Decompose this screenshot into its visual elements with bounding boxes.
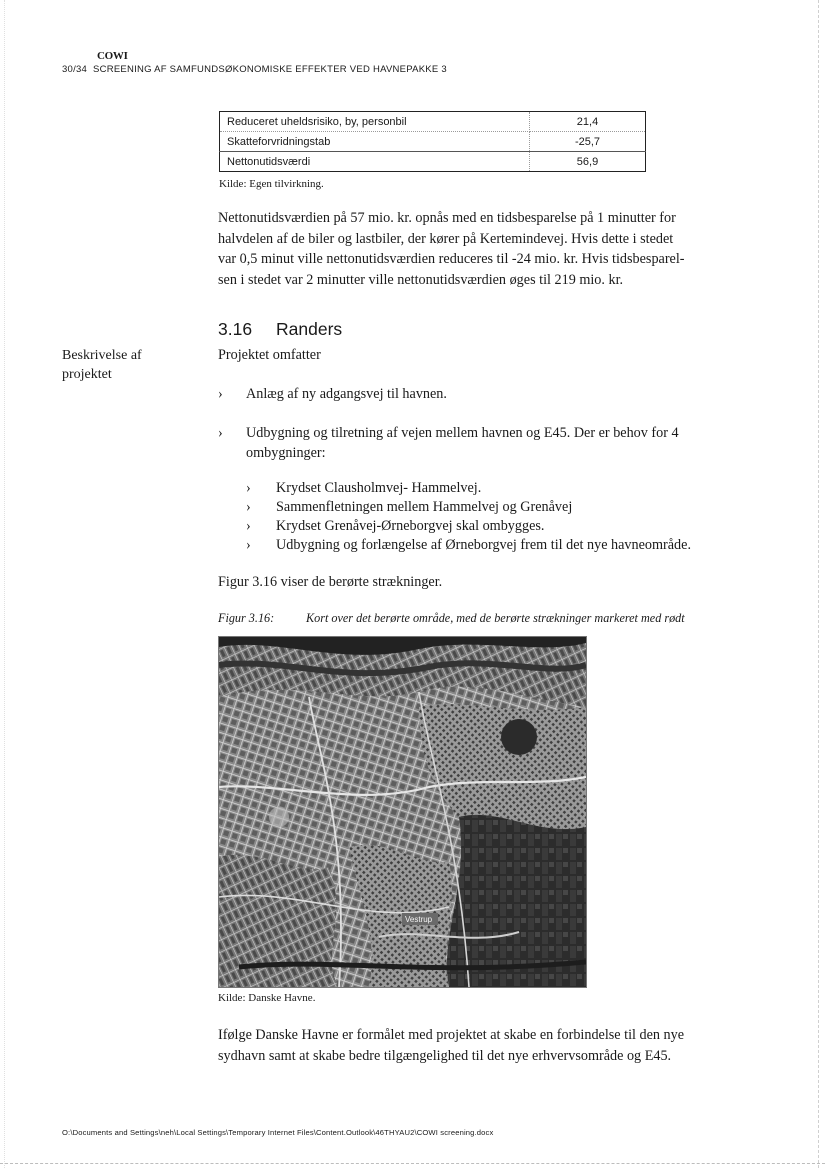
margin-note: Beskrivelse af projektet	[62, 348, 142, 382]
running-header	[62, 64, 447, 75]
bullet-marker: ›	[246, 537, 251, 553]
table-cell-label: Skatteforvridningstab	[220, 132, 530, 152]
cowi-logo: COWI	[97, 50, 128, 62]
bullet-marker: ›	[218, 425, 223, 441]
text-line: var 0,5 minut ville nettonutidsværdien reduceres til -24 mio. kr. Hvis tidsbesparel-	[218, 251, 685, 267]
table-row	[220, 152, 646, 172]
results-table	[219, 111, 646, 172]
bullet-marker: ›	[246, 499, 251, 515]
map-label-vestrup: Vestrup	[405, 915, 433, 924]
figure-label: Figur 3.16:	[218, 611, 275, 625]
text-line: halvdelen af de biler og lastbiler, der kører på Kertemindevej. Hvis dette i stedet	[218, 230, 674, 247]
document-title: SCREENING AF SAMFUNDSØKONOMISKE EFFEKTER VED HAVNEPAKKE 3	[93, 64, 447, 75]
figure-reference: Figur 3.16 viser de berørte strækninger.	[218, 574, 443, 590]
sub-bullet-text: Krydset Clausholmvej- Hammelvej.	[276, 480, 482, 496]
table-cell-value: 56,9	[530, 152, 646, 172]
file-path-footer: O:\Documents and Settings\neh\Local Settings\Temporary Internet Files\Content.Outlook\46THYAU2\COWI screening.docx	[62, 1128, 494, 1137]
sub-bullet-text: Sammenfletningen mellem Hammelvej og Grenåvej	[276, 499, 573, 515]
section-title: Randers	[276, 319, 343, 339]
text-line: Ifølge Danske Havne er formålet med projektet at skabe en forbindelse til den nye	[218, 1027, 685, 1043]
bullet-text: Anlæg af ny adgangsvej til havnen.	[246, 386, 447, 402]
paragraph-npv	[218, 208, 723, 290]
paragraph-purpose	[218, 1025, 723, 1066]
bullet-marker: ›	[246, 518, 251, 534]
section-number: 3.16	[218, 319, 253, 339]
figure-caption	[218, 611, 723, 626]
page-bottom-rule	[0, 1163, 825, 1164]
section-intro: Projektet omfatter	[218, 347, 321, 363]
bullet-marker: ›	[218, 386, 223, 402]
table-row	[220, 132, 646, 152]
figure-caption-text: Kort over det berørte område, med de berørte strækninger markeret med rødt	[306, 611, 685, 625]
aerial-map-image	[219, 637, 586, 987]
text-line: ombygninger:	[246, 444, 326, 461]
sub-bullet-text: Krydset Grenåvej-Ørneborgvej skal ombygges.	[276, 518, 545, 534]
section-heading	[218, 319, 342, 340]
table-cell-label: Reduceret uheldsrisiko, by, personbil	[220, 112, 530, 132]
aerial-map	[218, 636, 587, 988]
text-line: Udbygning og tilretning af vejen mellem havnen og E45. Der er behov for 4	[246, 425, 679, 441]
table-cell-value: -25,7	[530, 132, 646, 152]
table-cell-label: Nettonutidsværdi	[220, 152, 530, 172]
text-line: sen i stedet var 2 minutter ville nettonutidsværdien øges til 219 mio. kr.	[218, 271, 624, 288]
figure-source: Kilde: Danske Havne.	[218, 992, 316, 1004]
table-cell-value: 21,4	[530, 112, 646, 132]
table-source: Kilde: Egen tilvirkning.	[219, 178, 324, 190]
sub-bullet-text: Udbygning og forlængelse af Ørneborgvej frem til det nye havneområde.	[276, 537, 691, 553]
text-line: sydhavn samt at skabe bedre tilgængelighed til det nye erhvervsområde og E45.	[218, 1047, 672, 1064]
page-edge-left	[4, 0, 5, 1168]
bullet-text	[246, 424, 726, 463]
page-edge-right	[818, 0, 819, 1168]
table-row	[220, 112, 646, 132]
text-line: Nettonutidsværdien på 57 mio. kr. opnås med en tidsbesparelse på 1 minutter for	[218, 210, 676, 226]
bullet-marker: ›	[246, 480, 251, 496]
page-number: 30/34	[62, 64, 88, 75]
